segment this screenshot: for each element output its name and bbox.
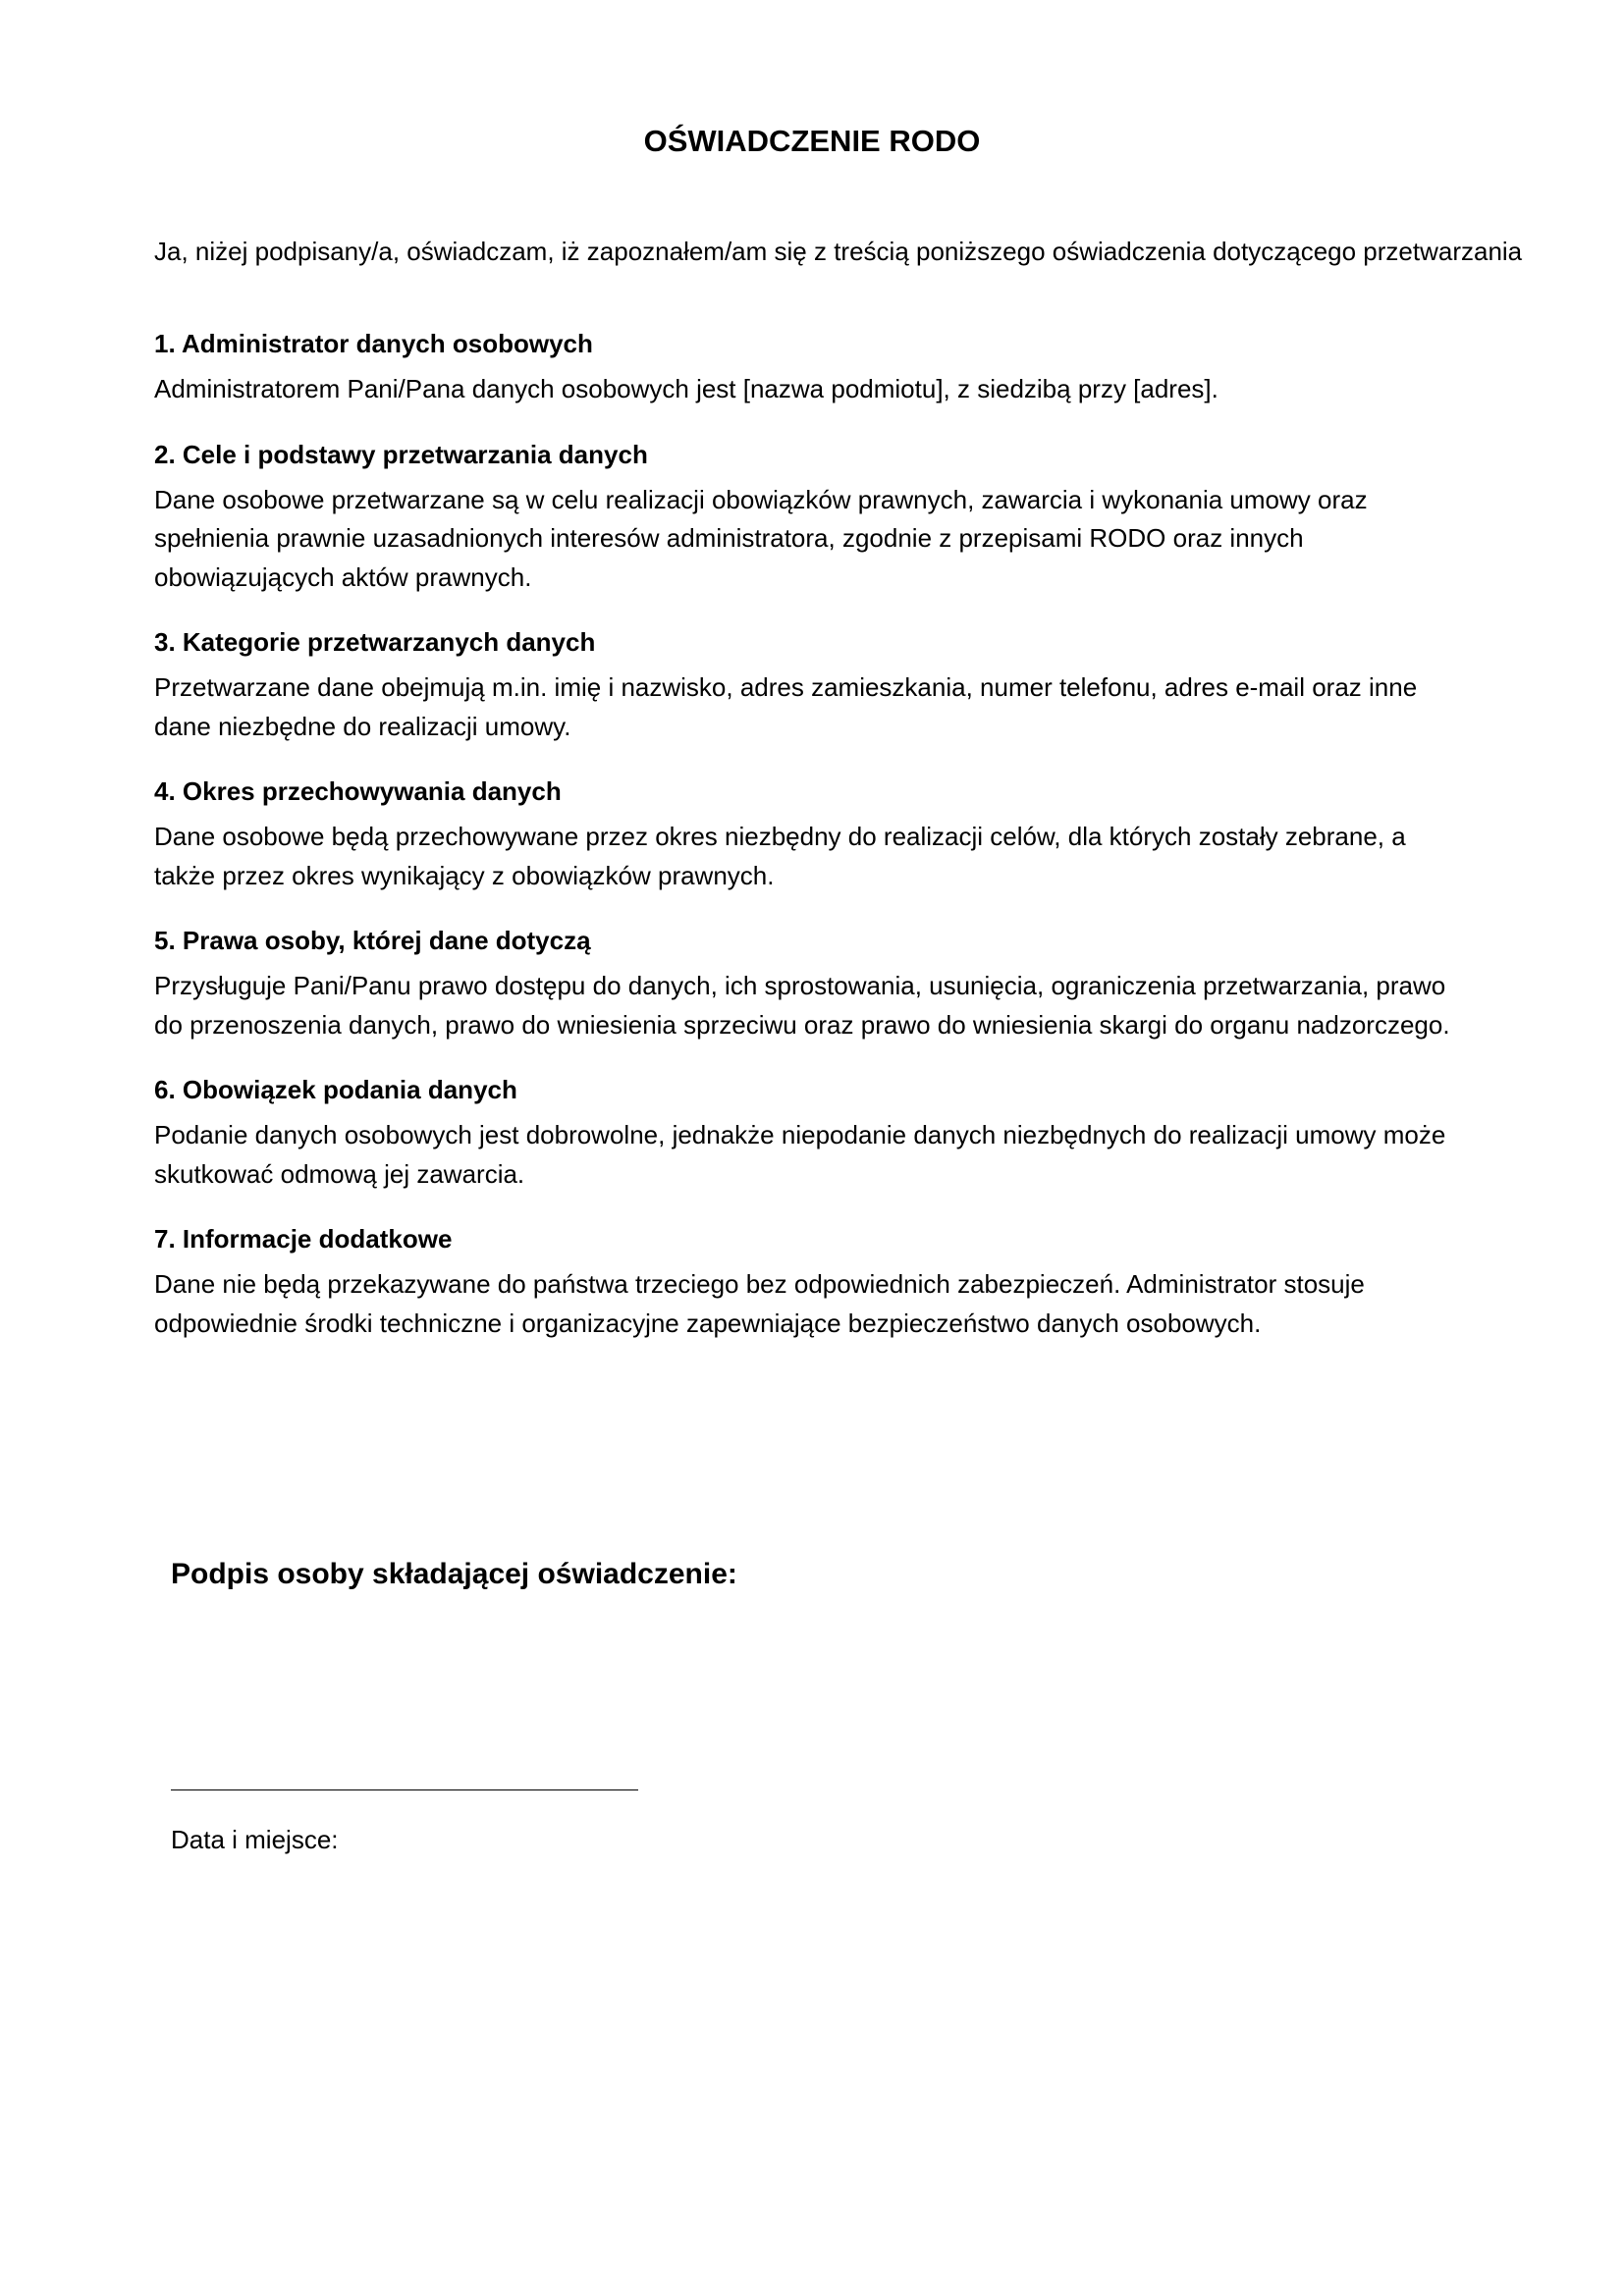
intro-paragraph: Ja, niżej podpisany/a, oświadczam, iż zapoznałem/am się z treścią poniższego oświadczenia dotyczącego przetwarzania [154,237,1523,266]
document-title: OŚWIADCZENIE RODO [643,124,981,158]
section-body: Administratorem Pani/Pana danych osobowych jest [nazwa podmiotu], z siedzibą przy [adres]. [154,374,1218,403]
sections-list [154,326,1470,1370]
section-data-categories [154,624,1470,746]
section-additional-info [154,1221,1470,1343]
section-heading: 5. Prawa osoby, której dane dotyczą [154,926,591,955]
signature-line [171,1789,638,1790]
section-purposes [154,437,1470,598]
section-body: Dane nie będą przekazywane do państwa trzeciego bez odpowiednich zabezpieczeń. Administrator stosuje odpowiednie środki techniczne i organizacyjne zapewniające bezpieczeństwo danych osobowych. [154,1269,1365,1338]
section-heading: 2. Cele i podstawy przetwarzania danych [154,439,648,469]
section-body: Przysługuje Pani/Panu prawo dostępu do danych, ich sprostowania, usunięcia, ograniczenia przetwarzania, prawo do przenoszenia danych, prawo do wniesienia sprzeciwu oraz prawo do wniesienia skargi do organu nadzorczego. [154,971,1450,1040]
section-retention [154,774,1470,895]
section-body: Podanie danych osobowych jest dobrowolne, jednakże niepodanie danych niezbędnych do realizacji umowy może skutkować odmową jej zawarcia. [154,1120,1446,1189]
signature-label: Podpis osoby składającej oświadczenie: [171,1558,737,1590]
section-body: Przetwarzane dane obejmują m.in. imię i nazwisko, adres zamieszkania, numer telefonu, adres e-mail oraz inne dane niezbędne do realizacji umowy. [154,672,1418,741]
section-heading: 6. Obowiązek podania danych [154,1075,517,1104]
date-place-label: Data i miejsce: [171,1825,339,1854]
section-heading: 4. Okres przechowywania danych [154,776,562,806]
section-heading: 1. Administrator danych osobowych [154,329,593,358]
section-heading: 7. Informacje dodatkowe [154,1224,453,1254]
section-obligation [154,1072,1470,1194]
section-body: Dane osobowe przetwarzane są w celu realizacji obowiązków prawnych, zawarcia i wykonania umowy oraz spełnienia prawnie uzasadnionych interesów administratora, zgodnie z przepisami RODO oraz innych obowiązujących aktów prawnych. [154,484,1368,592]
section-administrator [154,326,1470,409]
section-rights [154,923,1470,1044]
section-body: Dane osobowe będą przechowywane przez okres niezbędny do realizacji celów, dla których zostały zebrane, a także przez okres wynikający z obowiązków prawnych. [154,822,1406,890]
section-heading: 3. Kategorie przetwarzanych danych [154,627,596,657]
